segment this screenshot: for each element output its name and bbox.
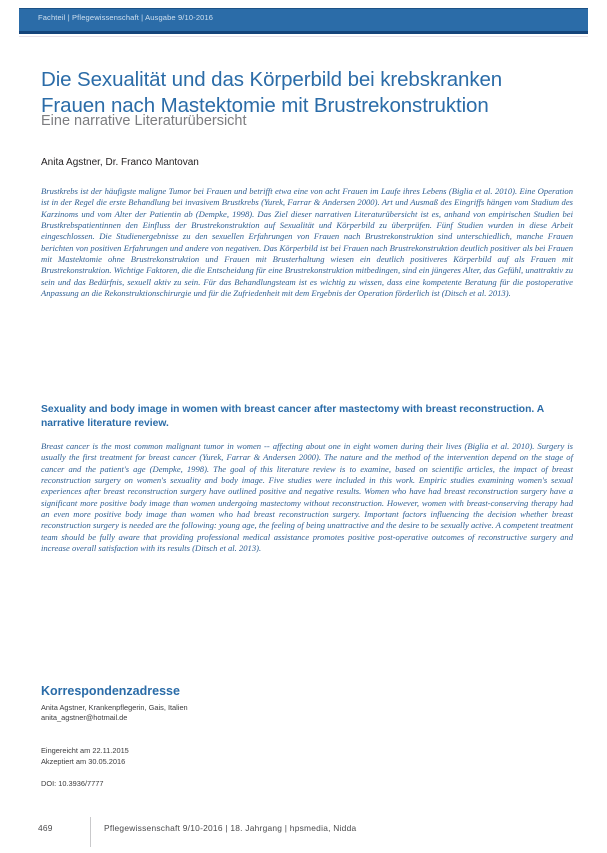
correspondence-name: Anita Agstner, Krankenpflegerin, Gais, Italien [41, 703, 188, 712]
abstract-english: Breast cancer is the most common malignant tumor in women -- affecting about one in eight women during their lives (Biglia et al. 2010). Surgery is usually the first treatment for breast cancer (Yurek, Farrar & Andersen 2000). The nature and the method of the intervention depend on the stage of cancer and the patient's age (Dempke, 1998). The goal of this literature review is to examine, based on scientific articles, the impact of breast reconstruction surgery on women's sexuality and body image. Five studies were included in this work. Empiric studies examining women's sexual experiences after breast reconstruction surgery have outlined positive and negative results. Women who have had breast reconstruction surgery have a significant more positive body image than women undergoing mastectomy without reconstruction. However, women with breast-conserving therapy had an even more positive body image than women who had breast reconstruction surgery. Important factors influencing the decision whether breast reconstruction surgery is needed are the following: young age, the feeling of being unattractive and the desire to be sexually active. A competent treatment team should be fully aware that providing professional medical assistance promotes positive post-operative outcomes of reconstructive surgery and increase overall satisfaction with its results (Ditsch et al. 2013). [41, 441, 573, 554]
english-title: Sexuality and body image in women with breast cancer after mastectomy with breast reconstruction. A narrative literature review. [41, 404, 544, 429]
correspondence-email[interactable]: anita_agstner@hotmail.de [41, 713, 128, 722]
page-footer [0, 812, 607, 853]
header-band [19, 8, 588, 34]
accepted-date: Akzeptiert am 30.05.2016 [41, 756, 126, 766]
submitted-date: Eingereicht am 22.11.2015 [41, 746, 129, 755]
footer-divider [90, 817, 91, 847]
correspondence-body [41, 703, 188, 723]
footer-citation: Pflegewissenschaft 9/10-2016 | 18. Jahrgang | hpsmedia, Nidda [104, 823, 357, 833]
header-divider [19, 36, 588, 37]
correspondence-heading: Korrespondenzadresse [41, 684, 180, 698]
submission-dates [41, 746, 129, 767]
author-line: Anita Agstner, Dr. Franco Mantovan [41, 157, 199, 168]
abstract-german: Brustkrebs ist der häufigste maligne Tumor bei Frauen und betrifft etwa eine von acht Frauen im Laufe ihres Lebens (Biglia et al. 2010). Eine Operation ist in der Regel die erste Behandlung bei invasivem Brustkrebs (Yurek, Farrar & Andersen 2000). Art und Ausmaß des Eingriffs hängen vom Stadium des Karzinoms und vom Alter der Patientin ab (Dempke, 1998). Das Ziel dieser narrativen Literaturübersicht ist es, anhand von empirischen Studien bei Brustkrebspatientinnen den Einfluss der Brustrekonstruktion auf Sexualität und Körperbild zu überprüfen. Fünf Studien wurden in diese Arbeit eingeschlossen. Die Studienergebnisse zu den sexuellen Erfahrungen von Frauen nach Brustrekonstruktion sind unterschiedlich, manche Frauen berichten von positiven Erfahrungen und andere von negativen. Das Körperbild ist bei Frauen nach Brustrekonstruktion deutlich positiver als bei Frauen mit Mastektomie ohne Brustrekonstruktion und Frauen mit Brusterhaltung wiesen ein deutlich positiveres Körperbild auf als Frauen mit Brustrekonstruktion. Wichtige Faktoren, die die Entscheidung für eine Brustrekonstruktion mitbedingen, sind ein jüngeres Alter, das Gefühl, unattraktiv zu sein und das Bedürfnis, sexuell aktiv zu sein. Für das Behandlungsteam ist es wichtig zu wissen, dass eine kompetente Beratung für die postoperative Anpassung an die Rekonstruktionschirurgie und für die Zufriedenheit mit dem Ergebnis der Operation förderlich ist (Ditsch et al. 2013). [41, 186, 573, 299]
footer-page-number: 469 [38, 823, 53, 833]
doi-text[interactable]: DOI: 10.3936/7777 [41, 779, 104, 788]
page-subtitle: Eine narrative Literaturübersicht [41, 113, 247, 129]
breadcrumb: Fachteil | Pflegewissenschaft | Ausgabe 9/10-2016 [38, 13, 214, 22]
page-title: Die Sexualität und das Körperbild bei krebskranken Frauen nach Mastektomie mit Brustrekonstruktion [41, 67, 503, 117]
